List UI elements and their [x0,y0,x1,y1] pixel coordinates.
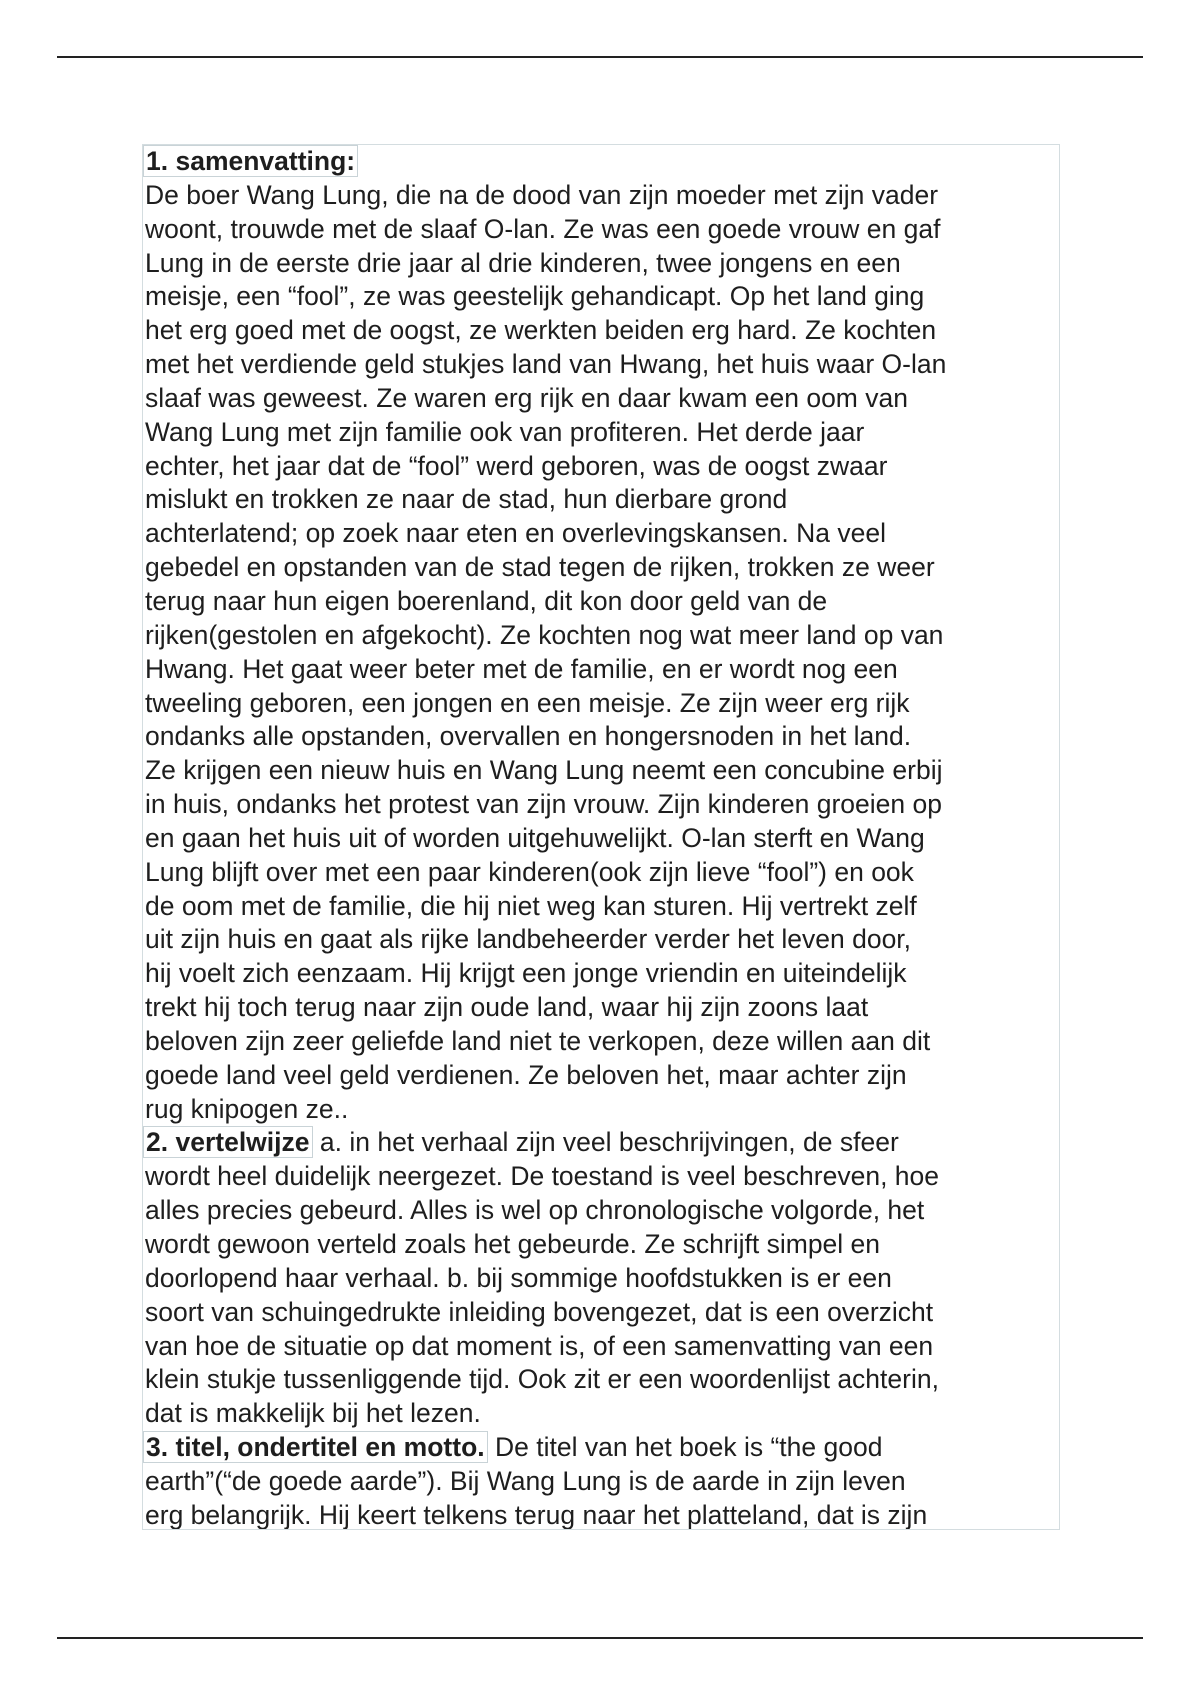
text-line: klein stukje tussenliggende tijd. Ook zit er een woordenlijst achterin, [145,1364,939,1395]
text-line: wordt gewoon verteld zoals het gebeurde. Ze schrijft simpel en [145,1229,881,1259]
text-line: hij voelt zich eenzaam. Hij krijgt een jonge vriendin en uiteindelijk [145,958,907,989]
text-line: dat is makkelijk bij het lezen. [145,1398,481,1429]
top-rule [57,56,1143,58]
section2-heading: 2. vertelwijze [143,1126,313,1158]
text-line: Ze krijgen een nieuw huis en Wang Lung neemt een concubine erbij [145,755,943,786]
section2-body [145,1160,1059,1431]
text-line: Lung in de eerste drie jaar al drie kinderen, twee jongens en een [145,247,901,278]
text-line: achterlatend; op zoek naar eten en overlevingskansen. Na veel [145,518,887,549]
text-frame [142,144,1060,1530]
text-line: Lung blijft over met een paar kinderen(ook zijn lieve “fool”) en ook [145,856,914,887]
document-body [143,145,1059,1530]
text-line: rug knipogen ze.. [145,1093,349,1124]
text-line: van hoe de situatie op dat moment is, of een samenvatting van een [145,1330,934,1361]
text-line: gebedel en opstanden van de stad tegen de rijken, trokken ze weer [145,552,935,583]
section3-first-line [145,1431,1059,1465]
section2-first-line [145,1126,1059,1160]
text-line: met het verdiende geld stukjes land van Hwang, het huis waar O-lan [145,349,947,380]
text-line: wordt heel duidelijk neergezet. De toestand is veel beschreven, hoe [145,1161,940,1192]
text-line: meisje, een “fool”, ze was geestelijk gehandicapt. Op het land ging [145,281,925,312]
text-line: trekt hij toch terug naar zijn oude land, waar hij zijn zoons laat [145,992,869,1023]
text-line: earth”(“de goede aarde”). Bij Wang Lung is de aarde in zijn leven [145,1465,906,1496]
text-line: goede land veel geld verdienen. Ze beloven het, maar achter zijn [145,1059,907,1090]
text-line: soort van schuingedrukte inleiding bovengezet, dat is een overzicht [145,1296,934,1327]
text-line: erg belangrijk. Hij keert telkens terug naar het platteland, dat is zijn [145,1499,928,1530]
section3-body [145,1465,1059,1530]
text-line: slaaf was geweest. Ze waren erg rijk en daar kwam een oom van [145,382,908,413]
section3-heading: 3. titel, ondertitel en motto. [143,1431,488,1463]
text-line: het erg goed met de oogst, ze werkten beiden erg hard. Ze kochten [145,315,937,346]
section1-heading-line [145,145,1059,179]
section3-first-line-text: De titel van het boek is “the good [487,1432,883,1463]
text-line: beloven zijn zeer geliefde land niet te verkopen, deze willen aan dit [145,1025,931,1056]
text-line: terug naar hun eigen boerenland, dit kon door geld van de [145,585,828,616]
text-line: Wang Lung met zijn familie ook van profiteren. Het derde jaar [145,416,865,447]
text-line: De boer Wang Lung, die na de dood van zijn moeder met zijn vader [145,179,939,210]
text-line: echter, het jaar dat de “fool” werd geboren, was de oogst zwaar [145,450,888,481]
text-line: mislukt en trokken ze naar de stad, hun dierbare grond [145,484,788,515]
section2-first-line-text: a. in het verhaal zijn veel beschrijvingen, de sfeer [312,1127,899,1158]
text-line: alles precies gebeurd. Alles is wel op chronologische volgorde, het [145,1195,925,1226]
text-line: ondanks alle opstanden, overvallen en hongersnoden in het land. [145,721,912,752]
text-line: rijken(gestolen en afgekocht). Ze kochten nog wat meer land op van [145,619,944,650]
text-line: en gaan het huis uit of worden uitgehuwelijkt. O-lan sterft en Wang [145,822,925,853]
text-line: doorlopend haar verhaal. b. bij sommige hoofdstukken is er een [145,1262,892,1293]
text-line: de oom met de familie, die hij niet weg kan sturen. Hij vertrekt zelf [145,890,917,921]
bottom-rule [57,1637,1143,1639]
text-line: uit zijn huis en gaat als rijke landbeheerder verder het leven door, [145,924,912,955]
section1-heading: 1. samenvatting: [143,145,358,177]
text-line: tweeling geboren, een jongen en een meisje. Ze zijn weer erg rijk [145,687,910,718]
text-line: Hwang. Het gaat weer beter met de familie, en er wordt nog een [145,653,898,684]
text-line: in huis, ondanks het protest van zijn vrouw. Zijn kinderen groeien op [145,789,942,820]
section1-body [145,179,1059,1127]
text-line: woont, trouwde met de slaaf O-lan. Ze was een goede vrouw en gaf [145,213,941,244]
